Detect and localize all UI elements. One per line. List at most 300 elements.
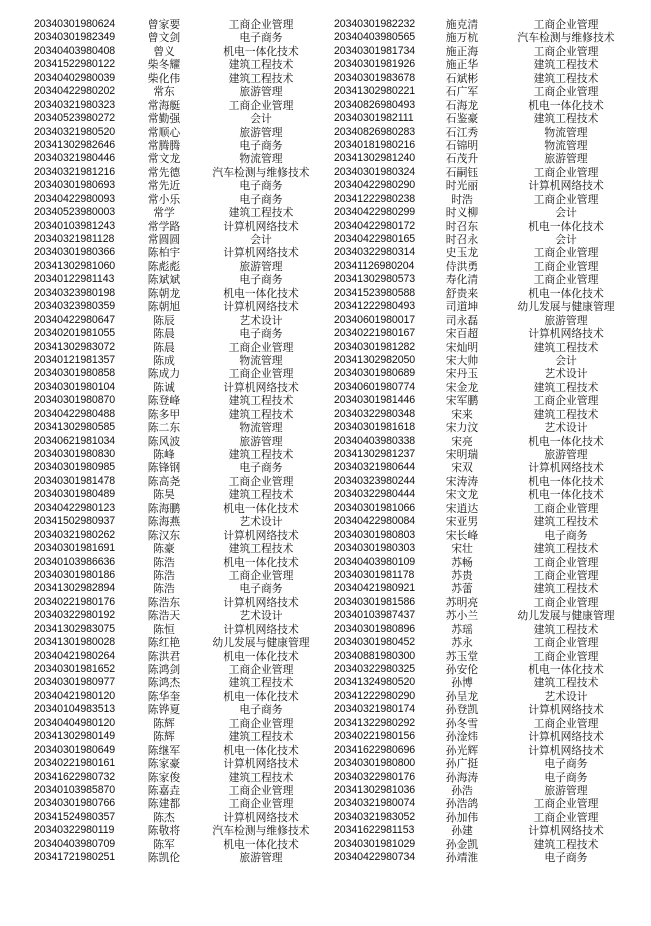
- student-id-cell: 20340301981652: [34, 663, 116, 675]
- student-name-cell: 曾文剑: [147, 31, 181, 45]
- table-row: [0, 797, 326, 810]
- major-cell: 建筑工程技术: [533, 71, 599, 85]
- student-id-cell: 20340301982111: [334, 112, 414, 125]
- student-id-cell: 20340321980174: [334, 703, 416, 716]
- table-row: [326, 233, 651, 246]
- table-row: [0, 85, 326, 98]
- major-cell: 机电一体化技术: [223, 501, 299, 515]
- major-cell: 汽车检测与维修技术: [212, 824, 310, 838]
- table-row: [326, 515, 651, 528]
- student-name-cell: 苏玉堂: [445, 649, 479, 663]
- student-name-cell: 陈斌斌: [147, 273, 181, 287]
- major-cell: 建筑工程技术: [533, 340, 599, 354]
- major-cell: 电子商务: [239, 179, 283, 193]
- table-row: [326, 488, 651, 501]
- student-name-cell: 陈昊: [153, 488, 175, 502]
- table-row: [0, 703, 326, 716]
- table-row: [326, 435, 651, 448]
- table-row: [326, 421, 651, 434]
- student-id-cell: 20340403980408: [34, 44, 116, 57]
- student-id-cell: 20340403980338: [334, 434, 416, 447]
- student-id-cell: 20340103987437: [334, 609, 416, 622]
- student-name-cell: 孙金凯: [445, 837, 479, 851]
- major-cell: 建筑工程技术: [533, 58, 599, 72]
- student-id-cell: 20340301980689: [334, 367, 416, 380]
- student-name-cell: 陈建都: [147, 797, 181, 811]
- student-name-cell: 陈铧夏: [147, 703, 181, 717]
- table-row: [0, 72, 326, 85]
- student-id-cell: 20341502980937: [34, 515, 116, 528]
- student-name-cell: 司永磊: [445, 313, 479, 327]
- student-name-cell: 宋来: [451, 407, 473, 421]
- table-row: [326, 220, 651, 233]
- major-cell: 建筑工程技术: [228, 448, 294, 461]
- student-name-cell: 时光丽: [445, 179, 479, 193]
- major-cell: 艺术设计: [544, 421, 588, 435]
- table-row: [0, 502, 326, 515]
- student-name-cell: 陈敬将: [147, 824, 181, 838]
- student-name-cell: 时召东: [445, 219, 479, 233]
- student-name-cell: 陈浩: [153, 582, 175, 596]
- student-id-cell: 20340122981143: [34, 273, 115, 286]
- major-cell: 物流管理: [239, 421, 283, 435]
- table-row: [0, 556, 326, 569]
- table-row: [326, 529, 651, 542]
- major-cell: 计算机网络技术: [528, 461, 604, 475]
- major-cell: 机电一体化技术: [528, 434, 604, 448]
- major-cell: 机电一体化技术: [528, 98, 604, 112]
- student-name-cell: 宋双: [451, 461, 473, 475]
- table-row: [326, 771, 651, 784]
- student-id-cell: 20340301980803: [334, 528, 416, 541]
- table-row: [0, 488, 326, 501]
- table-row: [0, 636, 326, 649]
- table-row: [0, 851, 326, 864]
- major-cell: 计算机网络技术: [528, 730, 604, 744]
- student-name-cell: 陈海燕: [147, 515, 181, 529]
- table-row: [0, 314, 326, 327]
- table-row: [0, 45, 326, 58]
- table-row: [0, 623, 326, 636]
- student-id-cell: 20340301982349: [34, 31, 116, 44]
- table-row: [326, 811, 651, 824]
- student-name-cell: 陈浩东: [147, 595, 181, 609]
- major-cell: 建筑工程技术: [533, 837, 599, 851]
- student-id-cell: 20340404980120: [34, 716, 116, 729]
- student-name-cell: 陈诚: [153, 380, 175, 394]
- table-row: [0, 18, 326, 31]
- student-name-cell: 陈登峰: [147, 394, 181, 408]
- student-id-cell: 20340301980324: [334, 165, 416, 178]
- table-row: [0, 300, 326, 313]
- student-name-cell: 陈浩天: [147, 609, 181, 623]
- table-row: [326, 408, 651, 421]
- major-cell: 工商企业管理: [228, 716, 294, 730]
- table-row: [326, 609, 651, 622]
- student-name-cell: 常海艇: [147, 98, 181, 112]
- major-cell: 物流管理: [544, 125, 588, 139]
- major-cell: 会计: [555, 233, 577, 246]
- major-cell: 工商企业管理: [533, 797, 599, 811]
- student-name-cell: 宋壮: [451, 542, 473, 556]
- major-cell: 工商企业管理: [228, 783, 294, 797]
- table-row: [326, 341, 651, 354]
- table-row: [0, 233, 326, 246]
- table-row: [326, 394, 651, 407]
- student-name-cell: 孙浩鸽: [445, 797, 479, 811]
- student-id-cell: 20341301980028: [34, 636, 116, 649]
- student-name-cell: 孙登凯: [445, 703, 479, 717]
- major-cell: 机电一体化技术: [528, 474, 604, 488]
- student-name-cell: 陈柏宇: [147, 246, 181, 260]
- student-name-cell: 陈家豪: [147, 757, 181, 771]
- major-cell: 艺术设计: [239, 515, 283, 529]
- major-cell: 电子商务: [239, 273, 283, 287]
- student-id-cell: 20340321980446: [34, 152, 116, 165]
- major-cell: 机电一体化技术: [223, 837, 299, 851]
- student-id-cell: 20341322980292: [334, 716, 416, 729]
- major-cell: 会计: [250, 233, 272, 246]
- student-id-cell: 20341302982894: [34, 582, 116, 595]
- major-cell: 机电一体化技术: [528, 219, 604, 233]
- table-row: [0, 381, 326, 394]
- major-cell: 机电一体化技术: [528, 286, 604, 300]
- student-name-cell: 陈嘉垚: [147, 783, 181, 797]
- major-cell: 建筑工程技术: [228, 770, 294, 784]
- table-row: [326, 663, 651, 676]
- student-id-cell: 20340301980693: [34, 179, 116, 192]
- student-name-cell: 陈多甲: [147, 407, 181, 421]
- student-id-cell: 20340826980283: [334, 125, 416, 138]
- student-id-cell: 20340403980565: [334, 31, 416, 44]
- table-row: [0, 838, 326, 851]
- major-cell: 工商企业管理: [533, 501, 599, 515]
- table-row: [0, 663, 326, 676]
- student-id-cell: 20340421980120: [34, 689, 116, 702]
- major-cell: 机电一体化技术: [528, 488, 604, 502]
- student-id-cell: 20340523980003: [34, 206, 116, 219]
- student-name-cell: 宋金龙: [445, 380, 479, 394]
- table-row: [326, 287, 651, 300]
- student-name-cell: 施正海: [445, 44, 479, 58]
- table-row: [0, 246, 326, 259]
- table-row: [326, 542, 651, 555]
- major-cell: 旅游管理: [544, 152, 588, 166]
- major-cell: 建筑工程技术: [228, 542, 294, 556]
- major-cell: 计算机网络技术: [528, 703, 604, 717]
- major-cell: 建筑工程技术: [533, 380, 599, 394]
- major-cell: 旅游管理: [544, 448, 588, 461]
- student-id-cell: 20340601980774: [334, 380, 416, 393]
- student-name-cell: 寿化清: [445, 273, 479, 287]
- student-id-cell: 20340323980244: [334, 474, 416, 487]
- major-cell: 工商企业管理: [228, 340, 294, 354]
- major-cell: 计算机网络技术: [528, 743, 604, 757]
- table-row: [326, 582, 651, 595]
- table-row: [326, 730, 651, 743]
- student-name-cell: 孙博: [451, 676, 473, 690]
- student-name-cell: 孙加伟: [445, 810, 479, 824]
- student-name-cell: 曾义: [153, 44, 175, 58]
- student-name-cell: 苏小兰: [445, 609, 479, 623]
- student-id-cell: 20340121981357: [34, 353, 116, 366]
- student-name-cell: 陈成力: [147, 367, 181, 381]
- table-row: [0, 582, 326, 595]
- student-name-cell: 陈晨: [153, 340, 175, 354]
- student-id-cell: 20340103985870: [34, 783, 116, 796]
- student-name-cell: 孙浩: [451, 783, 473, 797]
- student-name-cell: 陈凯伦: [147, 851, 181, 865]
- student-id-cell: 20341622981153: [334, 824, 415, 837]
- table-row: [0, 367, 326, 380]
- table-row: [326, 152, 651, 165]
- student-name-cell: 苏蕾: [451, 582, 473, 596]
- table-row: [0, 609, 326, 622]
- student-name-cell: 陈浩: [153, 568, 175, 582]
- student-id-cell: 20340221980161: [34, 757, 116, 770]
- table-row: [0, 771, 326, 784]
- table-row: [326, 85, 651, 98]
- student-id-cell: 20340103981243: [34, 219, 116, 232]
- major-cell: 工商企业管理: [533, 394, 599, 408]
- student-name-cell: 陈汉东: [147, 528, 181, 542]
- student-id-cell: 20340301981478: [34, 474, 116, 487]
- student-name-cell: 陈锋钢: [147, 461, 181, 475]
- student-name-cell: 陈浩: [153, 555, 175, 569]
- student-id-cell: 20340301981926: [334, 58, 416, 71]
- student-name-cell: 常文龙: [147, 152, 181, 166]
- major-cell: 建筑工程技术: [228, 407, 294, 421]
- student-id-cell: 20341302981060: [34, 259, 116, 272]
- student-id-cell: 20340421980264: [34, 649, 116, 662]
- student-name-cell: 柴冬耀: [147, 58, 181, 72]
- student-id-cell: 20340422980093: [34, 192, 116, 205]
- student-name-cell: 施克清: [445, 18, 479, 31]
- student-id-cell: 20341302983072: [34, 340, 116, 353]
- student-id-cell: 20341302983075: [34, 622, 116, 635]
- major-cell: 旅游管理: [239, 259, 283, 273]
- student-name-cell: 陈高尧: [147, 474, 181, 488]
- student-id-cell: 20340301980830: [34, 448, 116, 460]
- student-id-cell: 20340301980858: [34, 367, 116, 380]
- major-cell: 建筑工程技术: [228, 488, 294, 502]
- major-cell: 电子商务: [544, 757, 588, 771]
- major-cell: 旅游管理: [239, 85, 283, 99]
- student-id-cell: 20340403980109: [334, 555, 416, 568]
- table-row: [326, 448, 651, 461]
- table-row: [326, 273, 651, 286]
- student-id-cell: 20340301981446: [334, 394, 416, 407]
- student-name-cell: 宋涛涛: [445, 474, 479, 488]
- roster-column-right: [326, 18, 651, 865]
- table-row: [0, 569, 326, 582]
- student-id-cell: 20340523980272: [34, 112, 116, 125]
- student-id-cell: 20340321980644: [334, 461, 416, 474]
- table-row: [326, 381, 651, 394]
- table-row: [0, 650, 326, 663]
- major-cell: 电子商务: [239, 327, 283, 341]
- major-cell: 工商企业管理: [533, 716, 599, 730]
- table-row: [0, 341, 326, 354]
- student-id-cell: 20340421980921: [334, 582, 416, 595]
- table-row: [0, 542, 326, 555]
- table-row: [0, 515, 326, 528]
- table-row: [326, 327, 651, 340]
- major-cell: 工商企业管理: [533, 568, 599, 582]
- student-id-cell: 20340621981034: [34, 434, 116, 447]
- major-cell: 计算机网络技术: [223, 528, 299, 542]
- student-id-cell: 20340301981734: [334, 44, 416, 57]
- table-row: [326, 650, 651, 663]
- major-cell: 电子商务: [239, 138, 283, 152]
- table-row: [326, 703, 651, 716]
- student-name-cell: 石江秀: [445, 125, 479, 139]
- major-cell: 工商企业管理: [533, 595, 599, 609]
- major-cell: 幼儿发展与健康管理: [517, 609, 615, 623]
- table-row: [326, 260, 651, 273]
- student-name-cell: 陈朝龙: [147, 286, 181, 300]
- student-name-cell: 陈成: [153, 353, 175, 367]
- student-id-cell: 20341524980357: [34, 810, 116, 823]
- student-name-cell: 苏贵: [451, 568, 473, 582]
- table-row: [326, 300, 651, 313]
- student-id-cell: 20340403980709: [34, 837, 116, 850]
- table-row: [0, 220, 326, 233]
- student-id-cell: 20340422980202: [34, 85, 116, 98]
- table-row: [0, 784, 326, 797]
- major-cell: 工商企业管理: [228, 797, 294, 811]
- major-cell: 建筑工程技术: [533, 622, 599, 636]
- major-cell: 电子商务: [544, 528, 588, 542]
- major-cell: 汽车检测与维修技术: [517, 31, 615, 45]
- student-name-cell: 宋力汶: [445, 421, 479, 435]
- major-cell: 幼儿发展与健康管理: [517, 300, 615, 314]
- table-row: [326, 784, 651, 797]
- student-name-cell: 宋百超: [445, 327, 479, 341]
- student-id-cell: 20340321980074: [334, 797, 416, 810]
- major-cell: 物流管理: [239, 152, 283, 166]
- major-cell: 艺术设计: [544, 367, 588, 381]
- student-id-cell: 20340881980300: [334, 649, 416, 662]
- table-row: [0, 824, 326, 837]
- student-name-cell: 宋军鹏: [445, 394, 479, 408]
- student-id-cell: 20341302980221: [334, 85, 416, 98]
- table-row: [0, 757, 326, 770]
- table-row: [326, 206, 651, 219]
- major-cell: 艺术设计: [544, 689, 588, 703]
- major-cell: 工商企业管理: [533, 192, 599, 206]
- student-name-cell: 常小乐: [147, 192, 181, 206]
- major-cell: 工商企业管理: [533, 649, 599, 663]
- student-name-cell: 孙光辉: [445, 743, 479, 757]
- student-name-cell: 常东: [153, 85, 175, 99]
- student-id-cell: 20340322980325: [334, 663, 416, 675]
- major-cell: 工商企业管理: [228, 18, 294, 31]
- table-row: [326, 636, 651, 649]
- student-name-cell: 陈华奎: [147, 689, 181, 703]
- student-id-cell: 20340301980977: [34, 676, 116, 689]
- major-cell: 工商企业管理: [533, 18, 599, 31]
- student-id-cell: 20340301980452: [334, 636, 416, 649]
- major-cell: 机电一体化技术: [528, 663, 604, 676]
- student-id-cell: 20340422980647: [34, 313, 116, 326]
- student-name-cell: 常先近: [147, 179, 181, 193]
- student-name-cell: 宋明瑞: [445, 448, 479, 461]
- student-name-cell: 陈红艳: [147, 636, 181, 650]
- student-id-cell: 20340301981029: [334, 837, 416, 850]
- student-name-cell: 陈海鹏: [147, 501, 181, 515]
- student-id-cell: 20341222980493: [334, 300, 416, 313]
- major-cell: 建筑工程技术: [533, 407, 599, 421]
- major-cell: 建筑工程技术: [533, 676, 599, 690]
- table-row: [326, 193, 651, 206]
- student-id-cell: 20340422980165: [334, 233, 416, 245]
- major-cell: 工商企业管理: [533, 555, 599, 569]
- student-name-cell: 时浩: [451, 192, 473, 206]
- student-id-cell: 20340201981055: [34, 327, 116, 340]
- major-cell: 艺术设计: [239, 313, 283, 327]
- major-cell: 电子商务: [239, 582, 283, 596]
- major-cell: 工商企业管理: [228, 663, 294, 676]
- table-row: [326, 58, 651, 71]
- major-cell: 旅游管理: [239, 125, 283, 139]
- student-id-cell: 20340301981178: [334, 568, 415, 581]
- student-id-cell: 20340601980017: [334, 313, 416, 326]
- table-row: [0, 408, 326, 421]
- student-name-cell: 常学路: [147, 219, 181, 233]
- student-name-cell: 常先德: [147, 165, 181, 179]
- table-row: [326, 31, 651, 44]
- student-id-cell: 20340422980734: [334, 851, 416, 864]
- student-id-cell: 20340301983678: [334, 71, 416, 84]
- table-row: [326, 246, 651, 259]
- student-id-cell: 20341622980696: [334, 743, 416, 756]
- student-id-cell: 20340321983052: [334, 810, 416, 823]
- table-row: [326, 824, 651, 837]
- student-id-cell: 20340301980800: [334, 757, 416, 770]
- student-name-cell: 陈朝旭: [147, 300, 181, 314]
- table-row: [326, 569, 651, 582]
- table-row: [0, 461, 326, 474]
- table-row: [326, 126, 651, 139]
- major-cell: 电子商务: [544, 851, 588, 865]
- student-name-cell: 常腾腾: [147, 138, 181, 152]
- table-row: [326, 690, 651, 703]
- major-cell: 建筑工程技术: [533, 542, 599, 556]
- table-row: [326, 99, 651, 112]
- student-id-cell: 20341302980573: [334, 273, 416, 286]
- major-cell: 计算机网络技术: [223, 595, 299, 609]
- table-row: [0, 327, 326, 340]
- student-id-cell: 20340301980366: [34, 246, 116, 259]
- major-cell: 工商企业管理: [533, 810, 599, 824]
- table-row: [0, 31, 326, 44]
- student-id-cell: 20340321980262: [34, 528, 116, 541]
- student-id-cell: 20340301980766: [34, 797, 116, 810]
- student-name-cell: 石海龙: [445, 98, 479, 112]
- student-id-cell: 20340301980985: [34, 461, 116, 474]
- table-row: [326, 757, 651, 770]
- student-name-cell: 陈二东: [147, 421, 181, 435]
- major-cell: 工商企业管理: [533, 259, 599, 273]
- student-id-cell: 20340422980172: [334, 219, 416, 232]
- table-row: [0, 730, 326, 743]
- major-cell: 建筑工程技术: [228, 730, 294, 744]
- table-row: [326, 314, 651, 327]
- student-id-cell: 20340221980167: [334, 327, 416, 340]
- major-cell: 建筑工程技术: [228, 58, 294, 72]
- student-name-cell: 时义柳: [445, 206, 479, 220]
